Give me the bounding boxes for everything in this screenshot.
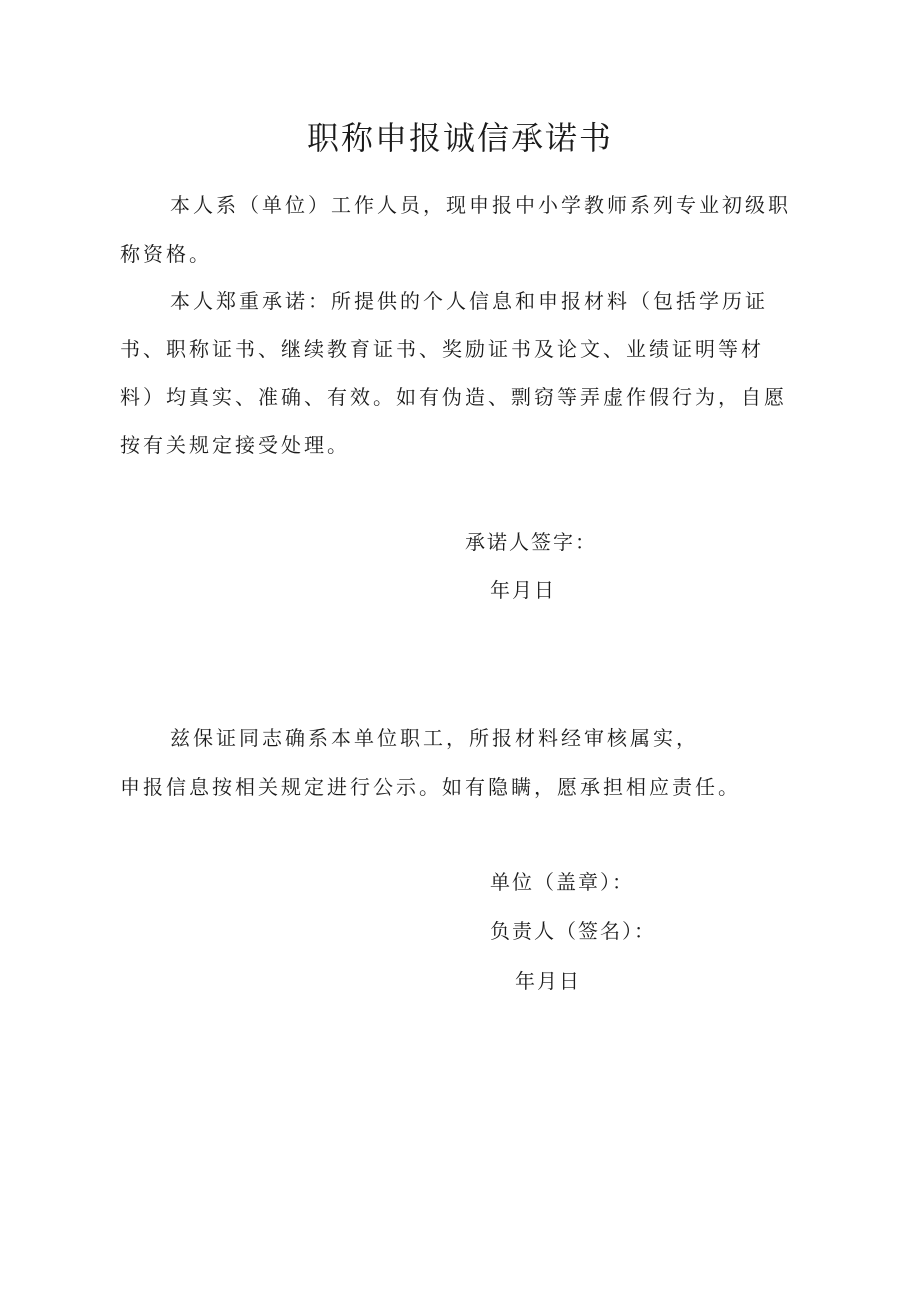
applicant-signature-date: 年月日: [490, 578, 556, 602]
commitment-line-1: 本人郑重承诺：所提供的个人信息和申报材料（包括学历证: [170, 289, 768, 313]
unit-seal-label: 单位（盖章）：: [490, 870, 634, 894]
commitment-line-3: 料）均真实、准确、有效。如有伪造、剽窃等弄虚作假行为，自愿: [120, 385, 787, 409]
commitment-line-4: 按有关规定接受处理。: [120, 433, 350, 457]
unit-leader-signature-label: 负责人（签名）：: [490, 919, 656, 943]
unit-guarantee-line-1: 兹保证同志确系本单位职工，所报材料经审核属实，: [170, 726, 699, 750]
commitment-line-2: 书、职称证书、继续教育证书、奖励证书及论文、业绩证明等材: [120, 337, 764, 361]
unit-signature-date: 年月日: [515, 969, 581, 993]
document-title: 职称申报诚信承诺书: [306, 119, 613, 157]
applicant-signature-label: 承诺人签字：: [465, 530, 597, 554]
applicant-statement-line-2: 称资格。: [120, 242, 212, 266]
unit-guarantee-line-2: 申报信息按相关规定进行公示。如有隐瞒，愿承担相应责任。: [120, 775, 741, 799]
applicant-statement-line-1: 本人系（单位）工作人员，现申报中小学教师系列专业初级职: [170, 193, 791, 217]
